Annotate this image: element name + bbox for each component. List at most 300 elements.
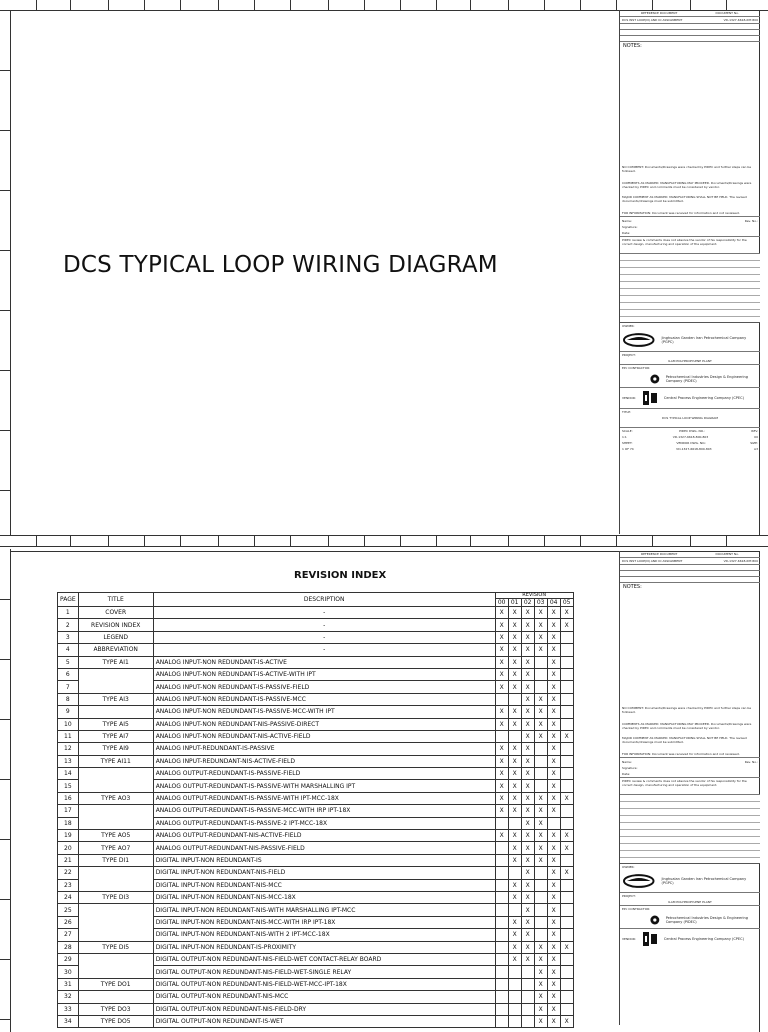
revision-mark-cell (495, 854, 508, 866)
revision-mark-cell: X (508, 668, 521, 680)
owner-name: Jinghuaian Ganden Iran Petrochemical Company (PGPC) (661, 336, 747, 344)
grid-tick (254, 536, 255, 546)
table-row (58, 904, 574, 916)
revision-mark-cell (534, 668, 547, 680)
table-row (58, 805, 574, 817)
revision-mark-cell: X (495, 780, 508, 792)
revision-mark-cell (495, 867, 508, 879)
vendor-dwg-value: VD-1327-6618-800-803 (676, 447, 712, 451)
revision-mark-cell (495, 904, 508, 916)
title-cell: TYPE AI9 (78, 743, 153, 755)
revision-mark-cell: X (521, 904, 534, 916)
grid-tick (0, 490, 10, 491)
revision-mark-cell (508, 1003, 521, 1015)
revision-mark-cell: X (560, 830, 573, 842)
revision-mark-cell (560, 966, 573, 978)
revision-mark-cell (495, 941, 508, 953)
revision-mark-cell: X (495, 830, 508, 842)
rev-no-label: Rev. No.: (744, 760, 758, 764)
comment-code-3: MAJOR COMMENT AS MARKED: MANUFACTURING SHALL NOT BE HELD. The revised documents/drawings must be submitted. (622, 195, 747, 203)
revision-mark-cell: X (547, 607, 560, 619)
table-row (58, 607, 574, 619)
owner-logo-icon (622, 873, 656, 889)
contractor-name: Petrochemical Industries Design & Engineering Company (PIDEC) (665, 375, 748, 383)
revision-mark-cell (560, 904, 573, 916)
grid-tick (0, 899, 10, 900)
table-row (58, 817, 574, 829)
table-row (58, 854, 574, 866)
description-cell: ANALOG OUTPUT-REDUNDANT-IS-PASSIVE-2 IPT-MCC-18X (153, 817, 495, 829)
page-cell: 14 (58, 768, 79, 780)
title-cell (78, 768, 153, 780)
revision-mark-cell: X (521, 830, 534, 842)
revision-mark-cell: X (547, 953, 560, 965)
description-cell: DIGITAL INPUT-NON REDUNDANT-IS (153, 854, 495, 866)
description-cell: ANALOG INPUT-NON REDUNDANT-NIS-ACTIVE-FIELD (153, 730, 495, 742)
grid-tick (652, 536, 653, 546)
grid-tick (544, 0, 545, 10)
table-row (58, 730, 574, 742)
revision-mark-cell (495, 929, 508, 941)
revision-mark-cell: X (534, 953, 547, 965)
vendor-name: Central Process Engineering Company (CPEC) (663, 396, 744, 400)
grid-tick (108, 0, 109, 10)
revision-history-grid (620, 254, 760, 323)
revision-mark-cell: X (521, 854, 534, 866)
comment-code-4: FOR INFORMATION: Document was received for information and not reviewed. (620, 751, 760, 758)
revision-mark-cell (508, 867, 521, 879)
description-cell: DIGITAL OUTPUT-NON REDUNDANT-NIS-FIELD-DRY (153, 1003, 495, 1015)
revision-mark-cell: X (547, 904, 560, 916)
notes-label: NOTES: (623, 43, 642, 49)
scale-label: SCALE: (622, 429, 633, 433)
title-cell: ABBREVIATION (78, 644, 153, 656)
revision-mark-cell (560, 1003, 573, 1015)
grid-tick (652, 0, 653, 10)
revision-mark-cell (495, 1003, 508, 1015)
table-row (58, 916, 574, 928)
table-row (58, 780, 574, 792)
description-cell: ANALOG OUTPUT-REDUNDANT-IS-PASSIVE-FIELD (153, 768, 495, 780)
table-row (58, 631, 574, 643)
revision-mark-cell (495, 916, 508, 928)
revision-mark-cell: X (508, 631, 521, 643)
title-cell (78, 879, 153, 891)
revision-mark-cell: X (534, 1003, 547, 1015)
title-cell (78, 706, 153, 718)
revision-mark-cell: X (508, 780, 521, 792)
contractor-label: EPc CONTRACTOR: (622, 366, 651, 370)
table-row (58, 706, 574, 718)
revision-mark-cell: X (560, 792, 573, 804)
page-cell: 31 (58, 978, 79, 990)
page-cell: 24 (58, 891, 79, 903)
description-cell: ANALOG INPUT-NON REDUNDANT-IS-PASSIVE-MCC-WITH IPT (153, 706, 495, 718)
revision-mark-cell: X (534, 644, 547, 656)
title-cell: TYPE AO5 (78, 830, 153, 842)
revision-mark-cell: X (547, 768, 560, 780)
revision-mark-cell: X (560, 730, 573, 742)
revision-mark-cell (560, 805, 573, 817)
revision-mark-cell: X (521, 953, 534, 965)
description-cell: ANALOG INPUT-NON REDUNDANT-IS-PASSIVE-FIELD (153, 681, 495, 693)
description-cell: ANALOG INPUT-NON REDUNDANT-IS-PASSIVE-MCC (153, 693, 495, 705)
grid-tick (36, 536, 37, 546)
title-block (619, 10, 760, 534)
revision-mark-cell: X (547, 830, 560, 842)
revision-mark-cell: X (521, 607, 534, 619)
revision-mark-cell (560, 706, 573, 718)
revision-mark-cell: X (521, 768, 534, 780)
title-cell (78, 681, 153, 693)
revision-mark-cell: X (508, 953, 521, 965)
page-cell: 34 (58, 1015, 79, 1027)
revision-mark-cell: X (547, 792, 560, 804)
grid-tick (144, 0, 145, 10)
table-row (58, 842, 574, 854)
revision-index-sheet (0, 535, 768, 1025)
comment-code-1: NO COMMENT: Documents/Drawings were checked by PIDEC and further steps can be followed. (622, 706, 752, 714)
page-cell: 30 (58, 966, 79, 978)
revision-mark-cell: X (547, 743, 560, 755)
page-cell: 13 (58, 755, 79, 767)
pidec-dwg-value: VD-1327-6618-800-803 (672, 435, 709, 439)
revision-mark-cell: X (495, 656, 508, 668)
revision-mark-cell: X (534, 619, 547, 631)
grid-tick (364, 0, 365, 10)
revision-index-table (57, 592, 574, 1028)
grid-tick (580, 536, 581, 546)
description-cell: ANALOG INPUT-NON REDUNDANT-NIS-PASSIVE-DIRECT (153, 718, 495, 730)
title-cell (78, 817, 153, 829)
title-cell: TYPE AO3 (78, 792, 153, 804)
revision-mark-cell: X (534, 978, 547, 990)
description-cell: ANALOG OUTPUT-REDUNDANT-IS-PASSIVE-WITH IPT-MCC-18X (153, 792, 495, 804)
description-cell: ANALOG OUTPUT-REDUNDANT-IS-PASSIVE-WITH MARSHALLING IPT (153, 780, 495, 792)
page-cell: 11 (58, 730, 79, 742)
sheet-label: SHEET: (622, 441, 633, 445)
revision-col-header: 04 (547, 599, 560, 607)
table-row (58, 755, 574, 767)
title-cell: TYPE AI11 (78, 755, 153, 767)
page-cell: 5 (58, 656, 79, 668)
table-row (58, 867, 574, 879)
revision-mark-cell (534, 867, 547, 879)
revision-mark-cell: X (521, 755, 534, 767)
page-cell: 1 (58, 607, 79, 619)
revision-mark-cell: X (534, 991, 547, 1003)
revision-mark-cell (560, 644, 573, 656)
revision-mark-cell: X (560, 941, 573, 953)
document-no-header: DOCUMENT No. (715, 552, 739, 556)
disclaimer: PIDEC review & comments does not absolve the vendor of his responsibility for the correct design, manufacturing and operation of the equipment. (620, 778, 760, 795)
revision-mark-cell: X (495, 631, 508, 643)
revision-mark-cell: X (534, 830, 547, 842)
revision-mark-cell: X (547, 755, 560, 767)
project-name: ILAM POLYPROPYLENE PLANT (620, 358, 760, 365)
table-row (58, 681, 574, 693)
revision-mark-cell (521, 966, 534, 978)
title-cell: TYPE AI3 (78, 693, 153, 705)
revision-mark-cell (534, 656, 547, 668)
title-cell: TYPE DI3 (78, 891, 153, 903)
top-grid-strip (0, 536, 768, 547)
revision-mark-cell (560, 780, 573, 792)
grid-tick (436, 0, 437, 10)
revision-mark-cell: X (495, 644, 508, 656)
revision-history-grid (620, 795, 760, 864)
description-cell: DIGITAL INPUT-NON REDUNDANT-NIS-MCC-WITH IRP IPT-18X (153, 916, 495, 928)
page-cell: 3 (58, 631, 79, 643)
table-row (58, 718, 574, 730)
grid-tick (0, 1019, 10, 1020)
grid-tick (290, 0, 291, 10)
revision-mark-cell: X (495, 718, 508, 730)
table-row (58, 743, 574, 755)
revision-mark-cell (495, 891, 508, 903)
revision-mark-cell: X (560, 842, 573, 854)
revision-mark-cell: X (508, 718, 521, 730)
revision-mark-cell (560, 681, 573, 693)
title-cell (78, 668, 153, 680)
revision-mark-cell: X (534, 842, 547, 854)
revision-mark-cell: X (495, 743, 508, 755)
comment-code-2: COMMENTS AS MARKED: MANUFACTURING MAY PROCEED. Documents/Drawings were checked by PIDEC and comments must be considered by vendor. (622, 181, 752, 189)
revision-mark-cell (560, 817, 573, 829)
disclaimer: PIDEC review & comments does not absolve the vendor of his responsibility for the correct design, manufacturing and operation of the equipment. (620, 237, 760, 254)
revision-mark-cell (534, 768, 547, 780)
revision-mark-cell: X (534, 941, 547, 953)
table-row (58, 619, 574, 631)
reference-row: DCS INST LOOP(N) AND IO ASSIGNMENT (622, 18, 683, 22)
pidec-dwg-label: PIDEC DWG. NO.: (679, 429, 705, 433)
grid-tick (328, 0, 329, 10)
revision-mark-cell (560, 718, 573, 730)
grid-tick (0, 430, 10, 431)
contractor-logo-icon (650, 914, 660, 926)
revision-mark-cell: X (521, 656, 534, 668)
size-label: SIZE: (750, 441, 758, 445)
title-cell: TYPE DO1 (78, 978, 153, 990)
title-cell: COVER (78, 607, 153, 619)
revision-mark-cell (534, 743, 547, 755)
revision-mark-cell: X (521, 867, 534, 879)
revision-mark-cell: X (534, 1015, 547, 1027)
description-cell: ANALOG OUTPUT-REDUNDANT-NIS-PASSIVE-FIELD (153, 842, 495, 854)
revision-mark-cell: X (508, 755, 521, 767)
revision-mark-cell: X (495, 755, 508, 767)
revision-mark-cell (521, 1003, 534, 1015)
revision-mark-cell: X (521, 681, 534, 693)
grid-tick (70, 0, 71, 10)
title-cell: TYPE DI1 (78, 854, 153, 866)
revision-mark-cell (534, 879, 547, 891)
revision-mark-cell (534, 916, 547, 928)
reference-row: DCS INST LOOP(N) AND IO ASSIGNMENT (622, 559, 683, 563)
revision-mark-cell: X (495, 805, 508, 817)
grid-tick (726, 0, 727, 10)
revision-mark-cell (495, 966, 508, 978)
vendor-label: VENDOR: (622, 937, 636, 941)
revision-mark-cell: X (508, 619, 521, 631)
table-row (58, 830, 574, 842)
revision-mark-cell (560, 743, 573, 755)
grid-tick (0, 959, 10, 960)
revision-mark-cell: X (547, 619, 560, 631)
title-cell (78, 916, 153, 928)
title-cell: TYPE DO5 (78, 1015, 153, 1027)
revision-mark-cell (534, 929, 547, 941)
description-cell: - (153, 607, 495, 619)
revision-mark-cell (508, 1015, 521, 1027)
page-cell: 29 (58, 953, 79, 965)
grid-tick (436, 536, 437, 546)
grid-tick (0, 310, 10, 311)
grid-tick (290, 536, 291, 546)
revision-mark-cell: X (495, 792, 508, 804)
revision-mark-cell: X (547, 1015, 560, 1027)
revision-mark-cell: X (521, 693, 534, 705)
notes-label: NOTES: (623, 584, 642, 590)
comment-code-2: COMMENTS AS MARKED: MANUFACTURING MAY PROCEED. Documents/Drawings were checked by PIDEC and comments must be considered by vendor. (622, 722, 752, 730)
revision-mark-cell: X (534, 792, 547, 804)
grid-tick (470, 536, 471, 546)
table-row (58, 929, 574, 941)
revision-mark-cell (560, 991, 573, 1003)
revision-mark-cell: X (521, 730, 534, 742)
page-cell: 17 (58, 805, 79, 817)
grid-tick (144, 536, 145, 546)
page-cell: 19 (58, 830, 79, 842)
description-cell: DIGITAL INPUT-NON REDUNDANT-IS-PROXIMITY (153, 941, 495, 953)
revision-mark-cell (560, 891, 573, 903)
revision-mark-cell (560, 693, 573, 705)
revision-mark-cell: X (521, 805, 534, 817)
revision-mark-cell (521, 991, 534, 1003)
name-label: Name: (622, 219, 632, 223)
revision-mark-cell: X (508, 706, 521, 718)
description-cell: ANALOG INPUT-REDUNDANT-NIS-ACTIVE-FIELD (153, 755, 495, 767)
revision-mark-cell: X (560, 619, 573, 631)
revision-mark-cell (508, 978, 521, 990)
revision-mark-cell: X (521, 929, 534, 941)
revision-mark-cell (508, 966, 521, 978)
revision-mark-cell: X (547, 879, 560, 891)
signature-label: Signature: (622, 225, 638, 229)
title-cell: LEGEND (78, 631, 153, 643)
revision-mark-cell (534, 904, 547, 916)
vendor-label: VENDOR: (622, 396, 636, 400)
table-row (58, 693, 574, 705)
revision-col-header: 00 (495, 599, 508, 607)
revision-mark-cell: X (521, 941, 534, 953)
page-cell: 18 (58, 817, 79, 829)
title-cell (78, 953, 153, 965)
page-cell: 22 (58, 867, 79, 879)
revision-mark-cell: X (547, 706, 560, 718)
revision-mark-cell: X (508, 656, 521, 668)
revision-mark-cell: X (547, 891, 560, 903)
table-row (58, 1003, 574, 1015)
page-cell: 20 (58, 842, 79, 854)
revision-mark-cell: X (521, 891, 534, 903)
grid-tick (690, 536, 691, 546)
title-cell: TYPE AI1 (78, 656, 153, 668)
table-row (58, 668, 574, 680)
revision-mark-cell: X (534, 718, 547, 730)
grid-tick (470, 0, 471, 10)
page-cell: 26 (58, 916, 79, 928)
revision-mark-cell (495, 1015, 508, 1027)
revision-mark-cell: X (495, 706, 508, 718)
revision-col-header: 03 (534, 599, 547, 607)
description-cell: DIGITAL OUTPUT-NON REDUNDANT-IS-WET (153, 1015, 495, 1027)
grid-tick (726, 536, 727, 546)
revision-mark-cell: X (534, 805, 547, 817)
revision-mark-cell (495, 953, 508, 965)
revision-mark-cell: X (508, 891, 521, 903)
revision-mark-cell: X (521, 743, 534, 755)
revision-mark-cell: X (547, 941, 560, 953)
revision-mark-cell: X (547, 805, 560, 817)
revision-mark-cell (495, 842, 508, 854)
revision-mark-cell (560, 631, 573, 643)
revision-mark-cell (560, 978, 573, 990)
revision-mark-cell: X (521, 817, 534, 829)
project-name: ILAM POLYPROPYLENE PLANT (620, 899, 760, 906)
description-cell: DIGITAL OUTPUT-NON REDUNDANT-NIS-FIELD-WET CONTACT-RELAY BOARD (153, 953, 495, 965)
revision-mark-cell: X (547, 978, 560, 990)
revision-mark-cell: X (495, 681, 508, 693)
page-cell: 2 (58, 619, 79, 631)
page-cell: 15 (58, 780, 79, 792)
table-row (58, 953, 574, 965)
page-cell: 16 (58, 792, 79, 804)
revision-mark-cell: X (547, 656, 560, 668)
cover-title: DCS TYPICAL LOOP WIRING DIAGRAM (63, 252, 498, 278)
page-cell: 27 (58, 929, 79, 941)
scale-value: 1:1 (622, 435, 627, 439)
title-cell: TYPE DO3 (78, 1003, 153, 1015)
grid-tick (0, 659, 10, 660)
revision-mark-cell: X (547, 730, 560, 742)
revision-mark-cell (560, 656, 573, 668)
revision-mark-cell: X (495, 607, 508, 619)
revision-index-title: REVISION INDEX (294, 570, 387, 581)
grid-tick (0, 779, 10, 780)
date-label: Date: (620, 771, 760, 778)
grid-tick (544, 536, 545, 546)
contractor-name: Petrochemical Industries Design & Engineering Company (PIDEC) (665, 916, 748, 924)
table-row (58, 978, 574, 990)
project-label: PROJECT: (622, 353, 636, 357)
description-cell: DIGITAL INPUT-NON REDUNDANT-NIS-MCC-18X (153, 891, 495, 903)
revision-mark-cell: X (560, 1015, 573, 1027)
grid-tick (36, 0, 37, 10)
revision-mark-cell: X (521, 780, 534, 792)
revision-mark-cell: X (521, 619, 534, 631)
grid-tick (364, 536, 365, 546)
reference-document-header: REFERENCE DOCUMENT (641, 552, 678, 556)
project-label: PROJECT: (622, 894, 636, 898)
grid-tick (616, 536, 617, 546)
table-row (58, 792, 574, 804)
grid-tick (0, 250, 10, 251)
revision-mark-cell: X (508, 768, 521, 780)
revision-mark-cell: X (534, 730, 547, 742)
size-value: A3 (754, 447, 758, 451)
revision-mark-cell: X (521, 879, 534, 891)
